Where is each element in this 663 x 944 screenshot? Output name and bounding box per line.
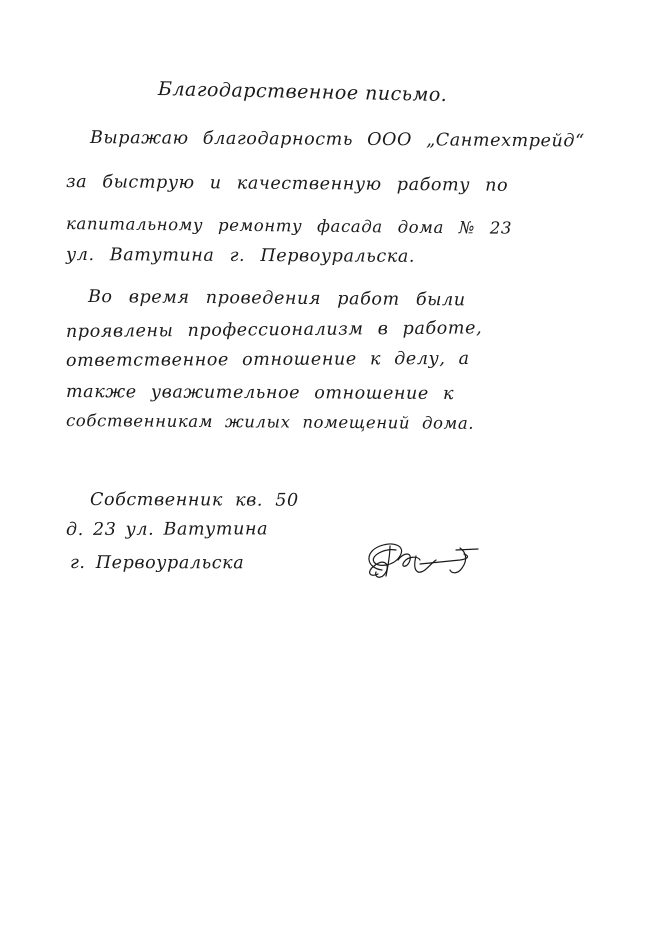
body-line-7: ответственное отношение к делу, а [65,348,470,371]
letter-title: Благодарственное письмо. [157,78,448,107]
body-line-3: капитальному ремонту фасада дома № 23 [65,214,513,238]
signer-line-1: Собственник кв. 50 [89,490,299,511]
body-line-5: Во время проведения работ были [87,287,466,311]
body-line-2: за быструю и качественную работу по [65,172,509,196]
body-line-6: проявлены профессионализм в работе, [65,318,483,342]
body-line-1: Выражаю благодарность ООО „Сантехтрейд“ [89,128,585,152]
body-line-9: собственникам жилых помещений дома. [65,411,475,433]
signer-line-3: г. Первоуральска [69,553,245,574]
signer-line-2: д. 23 ул. Ватутина [65,519,269,540]
handwritten-signature [360,534,490,584]
body-line-8: также уважительное отношение к [65,382,455,405]
body-line-4: ул. Ватутина г. Первоуральска. [65,245,416,267]
